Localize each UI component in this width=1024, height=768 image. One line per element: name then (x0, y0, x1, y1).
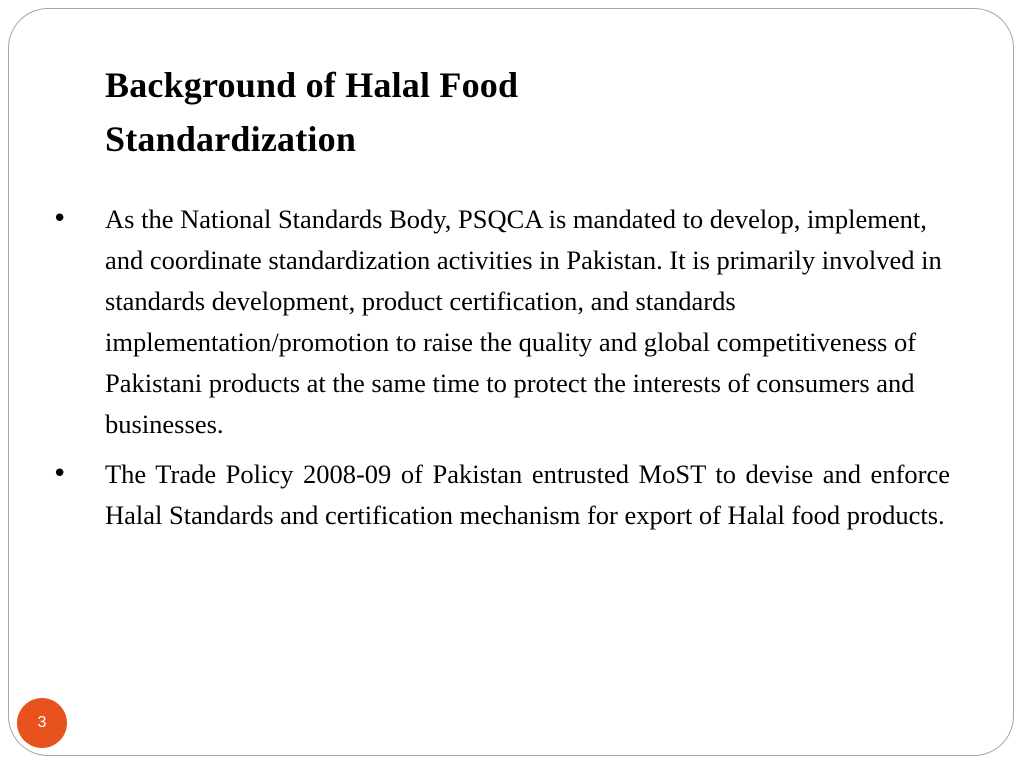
bullet-list (0, 199, 1024, 545)
bullet-item (0, 454, 1024, 536)
bullet-marker: • (52, 459, 68, 489)
slide-title: Background of Halal Food Standardization (105, 65, 519, 159)
bullet-item (0, 199, 1024, 445)
bullet-text: As the National Standards Body, PSQCA is mandated to develop, implement, and coordinate standardization activities in Pakistan. It is primarily involved in standards development, product certification, and standards implementation/promotion to raise the quality and global competitiveness of Pakistani products at the same time to protect the interests of consumers and businesses. (105, 204, 942, 439)
page-number-badge: 3 (17, 698, 67, 748)
bullet-marker: • (52, 204, 68, 234)
bullet-text: The Trade Policy 2008-09 of Pakistan entrusted MoST to devise and enforce Halal Standards and certification mechanism for export of Halal food products. (105, 459, 950, 530)
